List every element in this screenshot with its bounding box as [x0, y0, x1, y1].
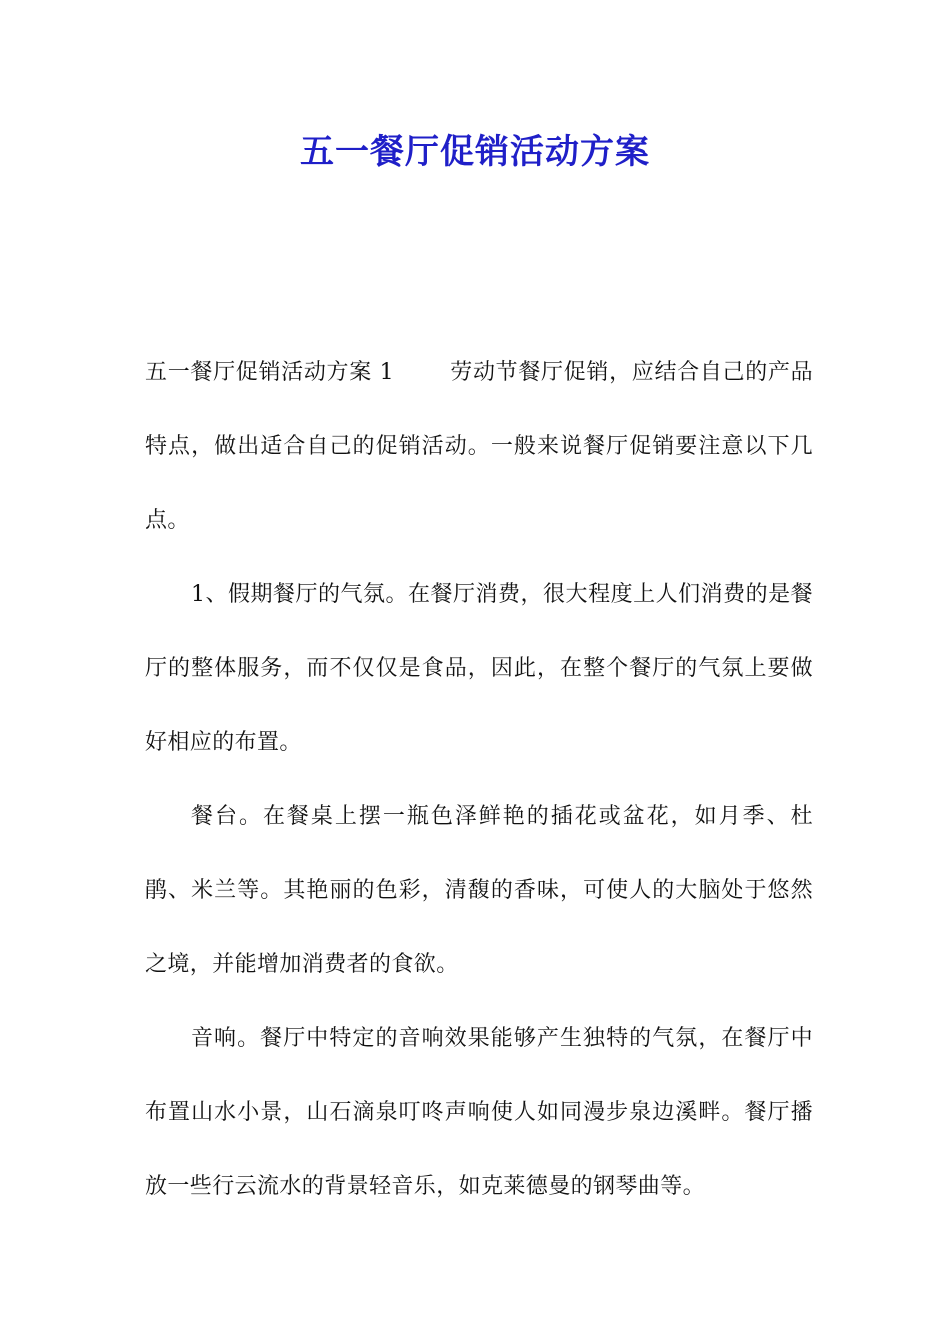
- paragraph-audio: 音响。餐厅中特定的音响效果能够产生独特的气氛，在餐厅中布置山水小景，山石滴泉叮咚声响使人如同漫步泉边溪畔。餐厅播放一些行云流水的背景轻音乐，如克莱德曼的钢琴曲等。: [145, 1026, 813, 1199]
- paragraph-table: 餐台。在餐桌上摆一瓶色泽鲜艳的插花或盆花，如月季、杜鹃、米兰等。其艳丽的色彩，清馥的香味，可使人的大脑处于悠然之境，并能增加消费者的食欲。: [145, 804, 813, 977]
- document-body: [145, 336, 813, 1224]
- document-title: 五一餐厅促销活动方案: [300, 132, 650, 172]
- paragraph-text: 劳动节餐厅促销，应结合自己的产品特点，做出适合自己的促销活动。一般来说餐厅促销要注意以下几点。: [145, 360, 813, 533]
- paragraph-intro: [145, 336, 813, 558]
- inline-heading: 五一餐厅促销活动方案 1: [145, 360, 394, 385]
- paragraph-atmosphere: 1、假期餐厅的气氛。在餐厅消费，很大程度上人们消费的是餐厅的整体服务，而不仅仅是食品，因此，在整个餐厅的气氛上要做好相应的布置。: [145, 582, 813, 755]
